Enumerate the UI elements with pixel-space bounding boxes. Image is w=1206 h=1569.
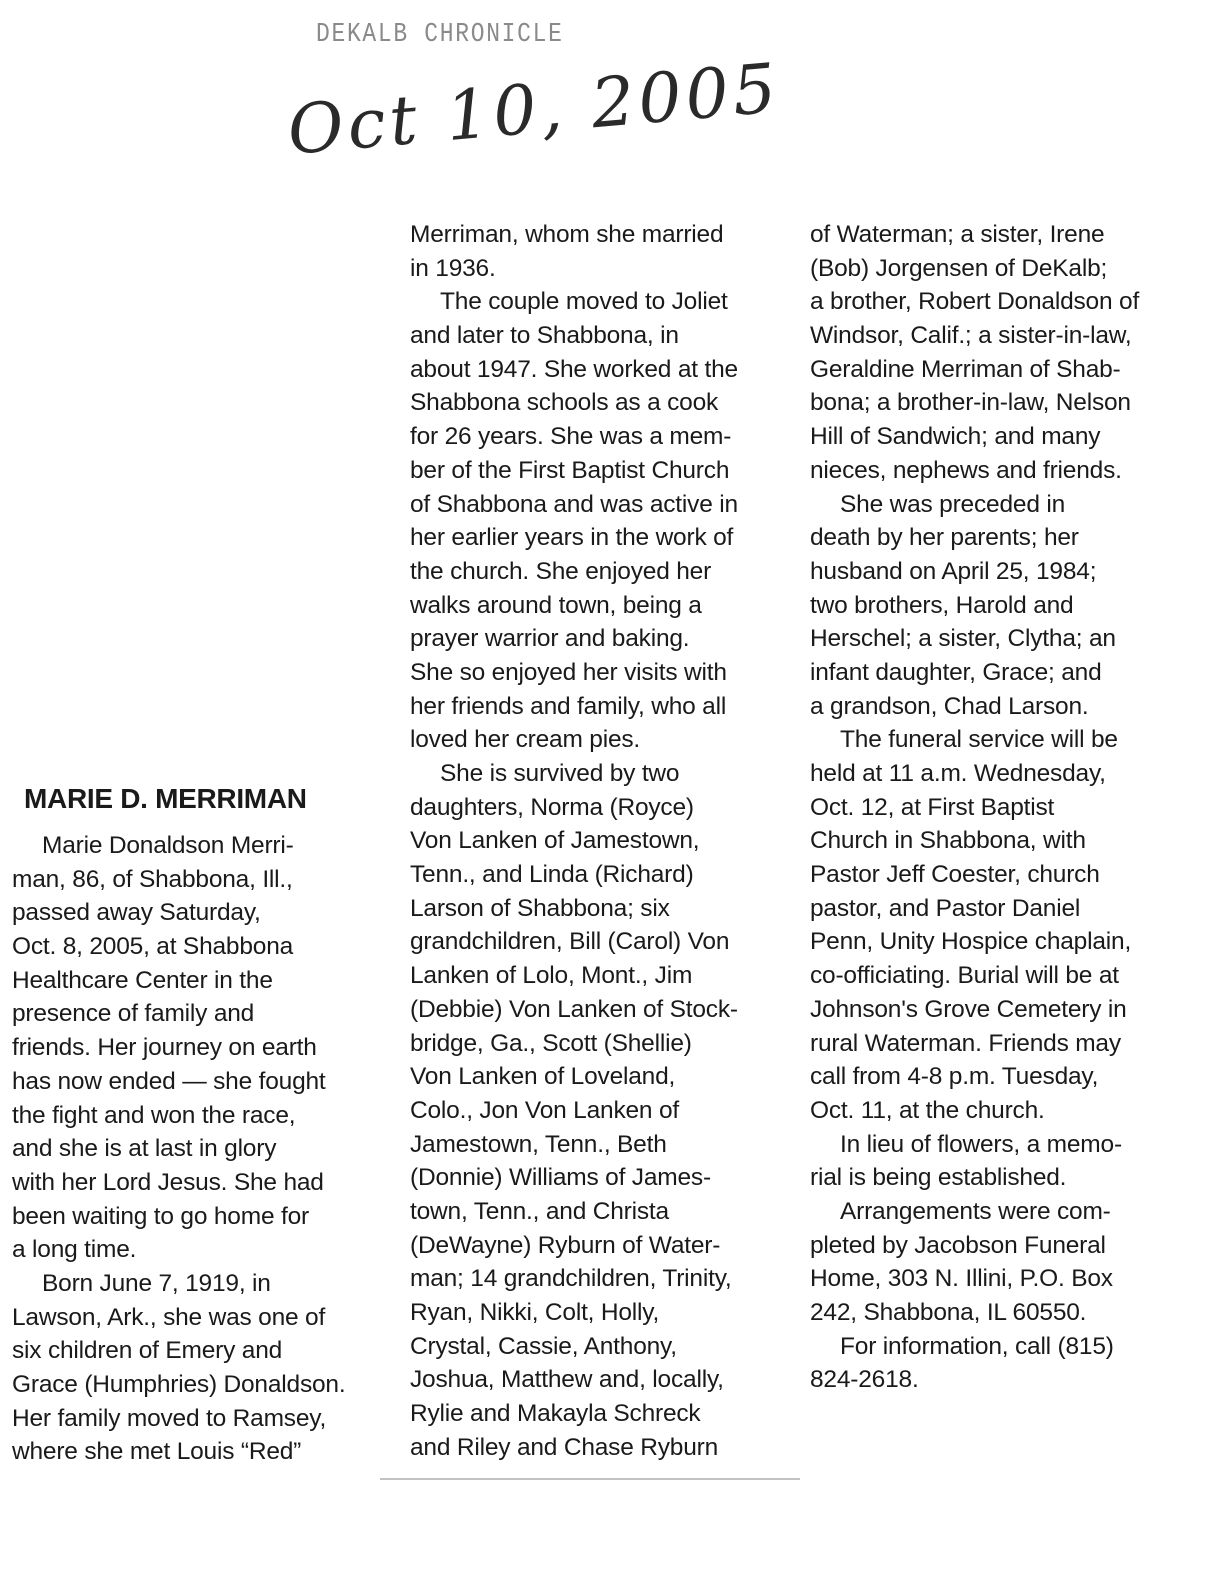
text-line: man; 14 grandchildren, Trinity, bbox=[410, 1265, 732, 1293]
text-line: of Shabbona and was active in bbox=[410, 490, 738, 518]
text-line: passed away Saturday, bbox=[12, 899, 261, 927]
obituary-headline: MARIE D. MERRIMAN bbox=[24, 783, 307, 814]
text-line: Ryan, Nikki, Colt, Holly, bbox=[410, 1299, 660, 1326]
text-line: daughters, Norma (Royce) bbox=[410, 793, 694, 821]
text-line: Johnson's Grove Cemetery in bbox=[810, 995, 1127, 1023]
text-line: Colo., Jon Von Lanken of bbox=[410, 1096, 679, 1124]
text-line: Pastor Jeff Coester, church bbox=[810, 861, 1100, 889]
text-line: Herschel; a sister, Clytha; an bbox=[810, 625, 1116, 653]
text-line: presence of family and bbox=[12, 1000, 255, 1028]
text-line: walks around town, being a bbox=[410, 591, 702, 619]
text-line: (DeWayne) Ryburn of Water- bbox=[410, 1231, 721, 1259]
text-line: She was preceded in bbox=[840, 490, 1066, 518]
text-line: (Debbie) Von Lanken of Stock- bbox=[410, 995, 738, 1023]
paragraph bbox=[12, 829, 345, 1267]
text-line: ber of the First Baptist Church bbox=[410, 456, 730, 484]
bottom-rule bbox=[380, 1478, 800, 1480]
text-line: Lawson, Ark., she was one of bbox=[12, 1303, 326, 1331]
text-line: Home, 303 N. Illini, P.O. Box bbox=[810, 1265, 1113, 1293]
column-3 bbox=[810, 218, 1139, 1397]
text-line: bona; a brother-in-law, Nelson bbox=[810, 389, 1131, 417]
text-line: Her family moved to Ramsey, bbox=[12, 1404, 327, 1432]
text-line: friends. Her journey on earth bbox=[12, 1034, 317, 1062]
text-line: (Bob) Jorgensen of DeKalb; bbox=[810, 254, 1108, 282]
text-line: Joshua, Matthew and, locally, bbox=[410, 1366, 724, 1394]
paragraph bbox=[810, 488, 1139, 724]
text-line: has now ended — she fought bbox=[12, 1067, 326, 1095]
text-line: loved her cream pies. bbox=[410, 726, 641, 754]
text-line: She is survived by two bbox=[440, 760, 680, 787]
text-line: two brothers, Harold and bbox=[810, 591, 1074, 619]
paragraph bbox=[410, 218, 738, 285]
text-line: Merriman, whom she married bbox=[410, 221, 724, 248]
text-line: She so enjoyed her visits with bbox=[410, 658, 727, 686]
paragraph bbox=[810, 1195, 1139, 1330]
text-line: for 26 years. She was a mem- bbox=[410, 423, 732, 451]
paragraph bbox=[810, 1330, 1139, 1397]
text-line: bridge, Ga., Scott (Shellie) bbox=[410, 1029, 692, 1057]
text-line: a grandson, Chad Larson. bbox=[810, 692, 1089, 720]
text-line: man, 86, of Shabbona, Ill., bbox=[12, 865, 293, 893]
newspaper-masthead: DEKALB CHRONICLE bbox=[316, 20, 564, 50]
text-line: and she is at last in glory bbox=[12, 1135, 277, 1163]
text-line: Penn, Unity Hospice chaplain, bbox=[810, 928, 1132, 956]
text-line: Crystal, Cassie, Anthony, bbox=[410, 1332, 677, 1360]
text-line: rial is being established. bbox=[810, 1164, 1067, 1192]
text-line: the church. She enjoyed her bbox=[410, 557, 712, 585]
text-line: with her Lord Jesus. She had bbox=[12, 1168, 324, 1196]
text-line: rural Waterman. Friends may bbox=[810, 1029, 1121, 1057]
text-line: Born June 7, 1919, in bbox=[42, 1269, 271, 1297]
text-line: death by her parents; her bbox=[810, 524, 1079, 552]
text-line: her earlier years in the work of bbox=[410, 524, 734, 552]
text-line: town, Tenn., and Christa bbox=[410, 1197, 669, 1225]
text-line: a long time. bbox=[12, 1236, 137, 1264]
text-line: six children of Emery and bbox=[12, 1337, 283, 1365]
text-line: Lanken of Lolo, Mont., Jim bbox=[410, 962, 693, 990]
text-line: where she met Louis “Red” bbox=[12, 1438, 302, 1466]
text-line: nieces, nephews and friends. bbox=[810, 456, 1122, 484]
text-line: Healthcare Center in the bbox=[12, 966, 273, 994]
text-line: (Donnie) Williams of James- bbox=[410, 1164, 711, 1192]
text-line: 242, Shabbona, IL 60550. bbox=[810, 1299, 1087, 1326]
text-line: For information, call (815) bbox=[840, 1332, 1114, 1360]
text-line: Jamestown, Tenn., Beth bbox=[410, 1130, 667, 1158]
text-line: Hill of Sandwich; and many bbox=[810, 423, 1101, 451]
column-1 bbox=[12, 829, 345, 1469]
text-line: Windsor, Calif.; a sister-in-law, bbox=[810, 322, 1132, 350]
paragraph bbox=[410, 757, 738, 1464]
text-line: Rylie and Makayla Schreck bbox=[410, 1400, 701, 1428]
text-line: about 1947. She worked at the bbox=[410, 355, 738, 383]
text-line: pleted by Jacobson Funeral bbox=[810, 1231, 1106, 1259]
paragraph bbox=[810, 218, 1139, 488]
text-line: Larson of Shabbona; six bbox=[410, 894, 670, 922]
handwritten-date: Oct 10, 2005 bbox=[284, 49, 784, 171]
text-line: her friends and family, who all bbox=[410, 692, 727, 720]
text-line: and later to Shabbona, in bbox=[410, 322, 679, 350]
text-line: husband on April 25, 1984; bbox=[810, 557, 1097, 585]
text-line: Von Lanken of Jamestown, bbox=[410, 827, 700, 855]
text-line: pastor, and Pastor Daniel bbox=[810, 894, 1081, 922]
text-line: the fight and won the race, bbox=[12, 1101, 296, 1129]
text-line: Oct. 11, at the church. bbox=[810, 1096, 1045, 1124]
text-line: in 1936. bbox=[410, 254, 496, 282]
text-line: held at 11 a.m. Wednesday, bbox=[810, 760, 1106, 787]
text-line: infant daughter, Grace; and bbox=[810, 658, 1102, 686]
paragraph bbox=[410, 285, 738, 757]
text-line: prayer warrior and baking. bbox=[410, 625, 690, 653]
text-line: Geraldine Merriman of Shab- bbox=[810, 355, 1121, 383]
text-line: The funeral service will be bbox=[840, 726, 1118, 754]
text-line: Grace (Humphries) Donaldson. bbox=[12, 1371, 346, 1398]
column-2 bbox=[410, 218, 738, 1464]
paragraph bbox=[810, 723, 1139, 1127]
text-line: been waiting to go home for bbox=[12, 1202, 309, 1230]
text-line: Tenn., and Linda (Richard) bbox=[410, 861, 694, 889]
text-line: call from 4-8 p.m. Tuesday, bbox=[810, 1063, 1099, 1091]
text-line: The couple moved to Joliet bbox=[440, 288, 728, 316]
paragraph bbox=[810, 1128, 1139, 1195]
text-line: of Waterman; a sister, Irene bbox=[810, 221, 1105, 248]
paragraph bbox=[12, 1267, 345, 1469]
text-line: Marie Donaldson Merri- bbox=[42, 832, 294, 859]
text-line: Shabbona schools as a cook bbox=[410, 389, 719, 417]
text-line: and Riley and Chase Ryburn bbox=[410, 1433, 719, 1461]
text-line: Oct. 12, at First Baptist bbox=[810, 793, 1055, 821]
text-line: grandchildren, Bill (Carol) Von bbox=[410, 928, 730, 956]
text-line: Oct. 8, 2005, at Shabbona bbox=[12, 933, 294, 961]
text-line: Arrangements were com- bbox=[840, 1197, 1111, 1225]
text-line: Von Lanken of Loveland, bbox=[410, 1063, 676, 1091]
text-line: In lieu of flowers, a memo- bbox=[840, 1130, 1122, 1158]
text-line: 824-2618. bbox=[810, 1366, 919, 1394]
text-line: a brother, Robert Donaldson of bbox=[810, 288, 1140, 316]
text-line: Church in Shabbona, with bbox=[810, 827, 1086, 855]
text-line: co-officiating. Burial will be at bbox=[810, 962, 1119, 990]
